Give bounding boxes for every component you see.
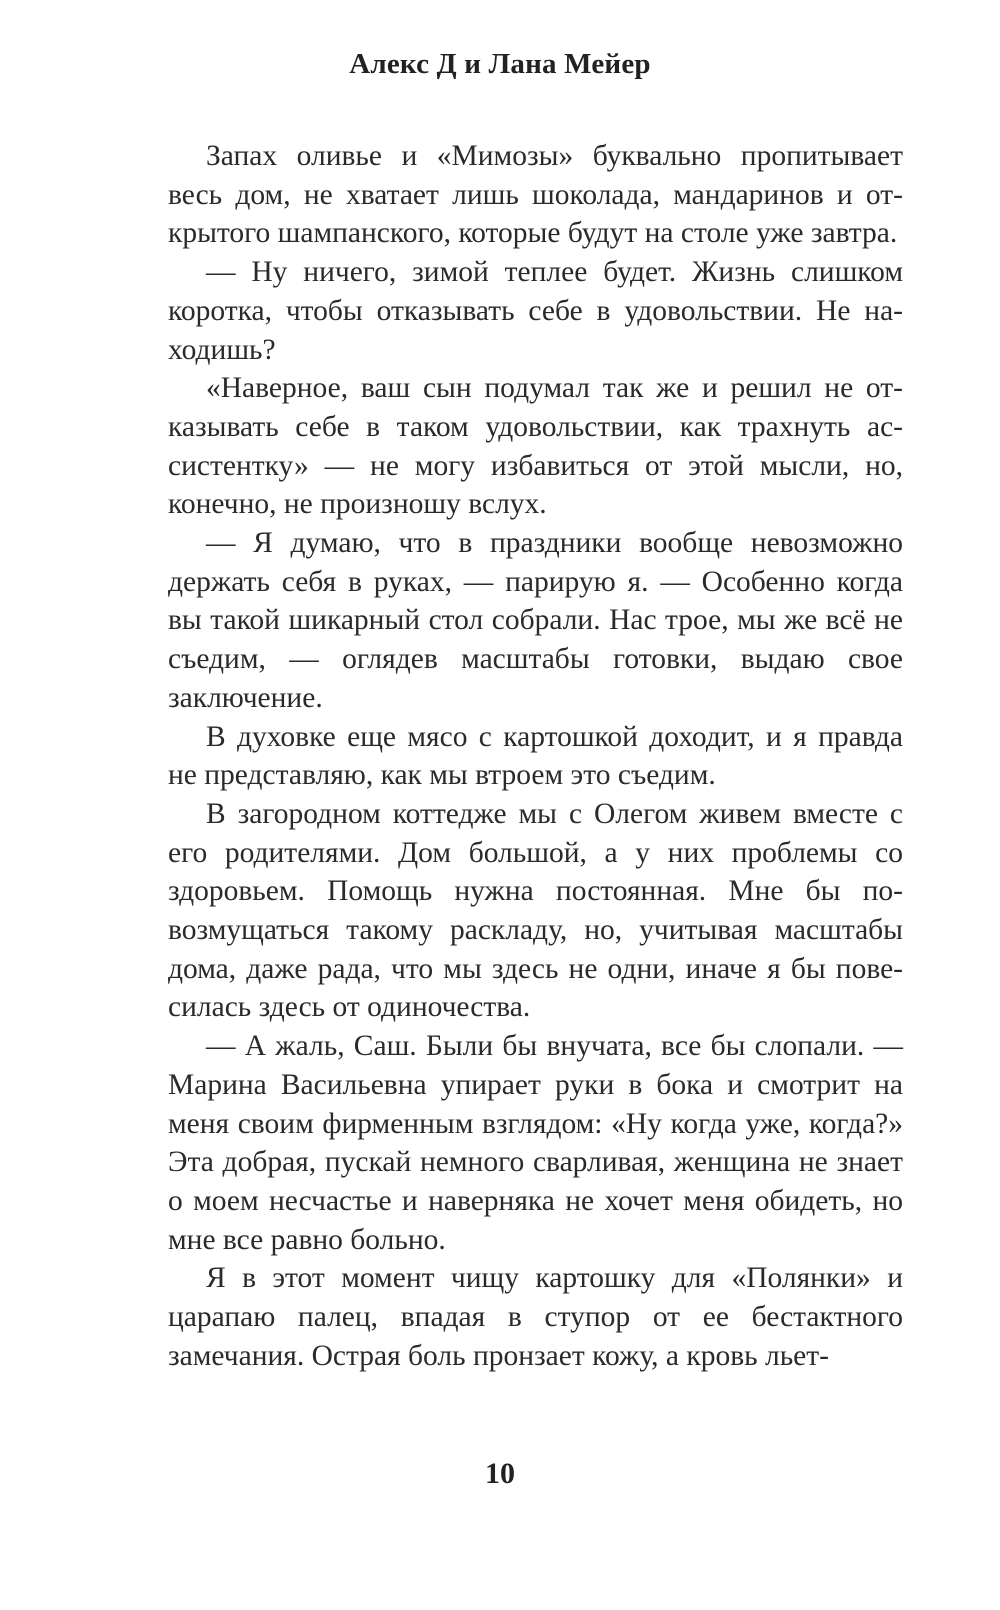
paragraph-1: Запах оливье и «Мимозы» буквально пропитывает весь дом, не хватает лишь шоколада, мандаринов и открытого шампанского, которые будут на столе уже завтра. [168, 140, 903, 250]
page-number: 10 [485, 1457, 515, 1490]
paragraph-3: «Наверное, ваш сын подумал так же и решил не отказывать себе в таком удовольствии, как трахнуть ассистентку» — не могу избавиться от этой мысли, но, конечно, не произношу вслух. [168, 372, 903, 521]
paragraph-2: — Ну ничего, зимой теплее будет. Жизнь слишком коротка, чтобы отказывать себе в удовольствии. Не находишь? [168, 256, 903, 366]
body-text [168, 137, 903, 1376]
paragraph-4: — Я думаю, что в праздники вообще невозможно держать себя в руках, — парирую я. — Особенно когда вы такой шикарный стол собрали. Нас трое, мы же всё не съедим, — оглядев масштабы готовки, выдаю свое заключение. [168, 527, 903, 714]
paragraph-8: Я в этот момент чищу картошку для «Полянки» и царапаю палец, впадая в ступор от ее бестактного замечания. Острая боль пронзает кожу, а кровь льет- [168, 1262, 903, 1372]
running-header-author: Алекс Д и Лана Мейер [349, 48, 651, 80]
paragraph-7: — А жаль, Саш. Были бы внучата, все бы слопали. — Марина Васильевна упирает руки в бока и смотрит на меня своим фирменным взглядом: «Ну когда уже, когда?» Эта добрая, пускай немного сварливая, женщина не знает о моем несчастье и наверняка не хочет меня обидеть, но мне все равно больно. [168, 1030, 903, 1256]
paragraph-5: В духовке еще мясо с картошкой доходит, и я правда не представляю, как мы втроем это съедим. [168, 720, 903, 792]
paragraph-6: В загородном коттедже мы с Олегом живем вместе с его родителями. Дом большой, а у них проблемы со здоровьем. Помощь нужна постоянная. Мне бы повозмущаться такому раскладу, но, учитывая масштабы дома, даже рада, что мы здесь не одни, иначе я бы повесилась здесь от одиночества. [168, 797, 903, 1024]
